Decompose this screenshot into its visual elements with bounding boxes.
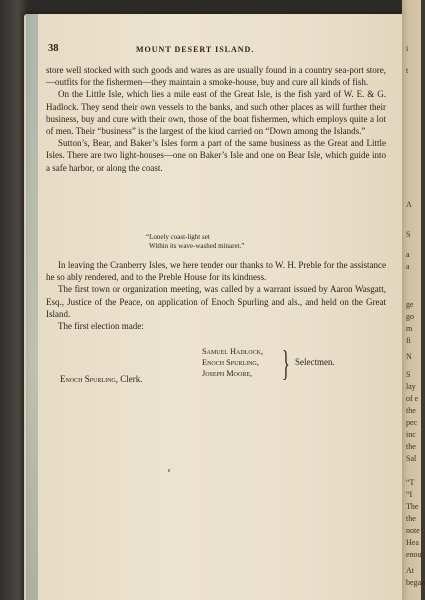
quote-line: Within its wave-washed minaret.” [149, 242, 245, 250]
paragraph: The first election made: [58, 321, 144, 332]
next-page-fragment: inc [406, 430, 416, 439]
right-brace-icon: } [282, 343, 290, 383]
next-page-fragment: note [406, 526, 420, 535]
book-page [24, 14, 402, 600]
next-page-fragment: a [406, 262, 410, 271]
next-page-fragment: “I [406, 490, 413, 499]
next-page-fragment: N [406, 352, 412, 361]
next-page-fragment: the [406, 406, 416, 415]
clerk-line [60, 374, 143, 384]
paragraph: The first town or organization meeting, was called by a warrant issued by Aaron Wasgatt, Esq., Justice of the Peace, on application of Enoch Spurling and als., and held on the Great Island. [46, 284, 386, 319]
next-page-fragment: “T [406, 478, 415, 487]
next-page-fragment: Hea [406, 538, 419, 547]
next-page-fragment: ge [406, 300, 414, 309]
poem-quote [146, 233, 244, 251]
next-page-fragment: t [406, 66, 409, 75]
next-page-fragment: fi [406, 336, 411, 345]
next-page-fragment: At [406, 566, 414, 575]
next-page-fragment: of e [406, 394, 419, 403]
paragraph: On the Little Isle, which lies a mile east of the Great Isle, is the fish yard of W. E. & G. Hadlock. They send their own vessels to the banks, and such other places as will further their business, buy and cure with their own, those of the boat fishermen, which employs quite a lot of men. Their “business” is the largest of the kiud carried on “Down among the Islands.” [46, 89, 386, 137]
paragraph: Sutton’s, Bear, and Baker’s Isles form a part of the same business as the Great and Little Isles. There are two light-houses—one on Baker’s Isle and one on Bear Isle, which guide into a safe harbor, or along the coast. [46, 138, 386, 173]
paper-speck [168, 469, 170, 472]
next-page-fragment: began [406, 578, 425, 587]
next-page-fragment: the [406, 442, 416, 451]
next-page-fragment: i [406, 44, 409, 53]
paragraph: In leaving the Cranberry Isles, we here tender our thanks to W. H. Preble for the assistance he so ably rendered, and to the Preble House for its kindness. [46, 260, 386, 283]
selectmen-title: Selectmen. [295, 357, 335, 367]
selectman-name: Samuel Hadlock, [202, 347, 264, 356]
body-text-top [46, 64, 386, 174]
paragraph: store well stocked with such goods and wares as are usually found in a country sea-port store,—outfits for the fishermen—they maintain a smoke-house, buy and cure all kinds of fish. [46, 65, 386, 88]
adjacent-page-edge [402, 0, 425, 600]
next-page-fragment: m [406, 324, 413, 333]
quote-line: “Lonely coast-light set [146, 233, 210, 241]
selectmen-list [202, 346, 263, 379]
next-page-fragment: pec [406, 418, 418, 427]
next-page-fragment: the [406, 514, 416, 523]
clerk-name: Enoch Spurling [60, 374, 116, 384]
next-page-fragment: a [406, 250, 410, 259]
next-page-fragment: enou [406, 550, 422, 559]
next-page-fragment: Sal [406, 454, 417, 463]
next-page-fragment: go [406, 312, 414, 321]
clerk-role: , Clerk. [115, 374, 143, 384]
running-head: MOUNT DESERT ISLAND. [136, 45, 255, 54]
next-page-fragment: S [406, 370, 411, 379]
next-page-fragment: lay [406, 382, 416, 391]
body-text-bottom [46, 259, 386, 332]
selectman-name: Joseph Moore, [202, 369, 253, 378]
next-page-fragment: The [406, 502, 419, 511]
next-page-fragment: S [406, 230, 411, 239]
page-edge-stain [26, 14, 38, 600]
selectman-name: Enoch Spurling, [202, 358, 259, 367]
next-page-fragment: A [406, 200, 412, 209]
page-number: 38 [48, 43, 59, 54]
